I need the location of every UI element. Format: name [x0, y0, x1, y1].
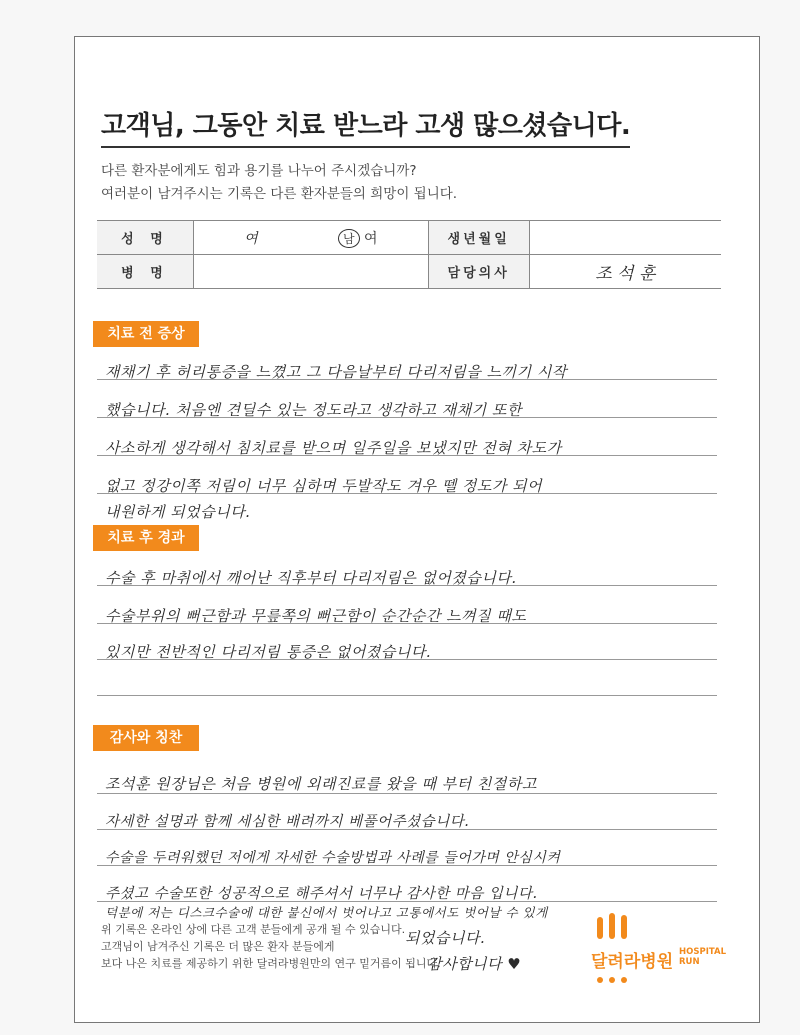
- thanks-line: 감사합니다 ♥: [427, 955, 522, 973]
- gender-female-option[interactable]: 여: [364, 230, 378, 247]
- gender-male-option[interactable]: 남: [338, 229, 360, 248]
- intro-line-1: 다른 환자분에게도 힘과 용기를 나누어 주시겠습니까?: [101, 163, 417, 179]
- after-line: 있지만 전반적인 다리저림 통증은 없어졌습니다.: [105, 643, 432, 661]
- before-line: 사소하게 생각해서 침치료를 받으며 일주일을 보냈지만 전혀 차도가: [105, 439, 562, 457]
- footer-note-2: 고객님이 남겨주신 기록은 더 많은 환자 분들에게: [101, 940, 335, 953]
- doctor-label: 담당의사: [428, 255, 529, 289]
- illness-field[interactable]: [194, 255, 429, 289]
- before-line: 재채기 후 허리통증을 느꼈고 그 다음날부터 다리저림을 느끼기 시작: [105, 363, 567, 381]
- logo-mark-icon: [597, 917, 603, 939]
- logo-name: 달려라병원: [591, 952, 674, 972]
- doctor-value: 조 석 훈: [595, 264, 656, 284]
- before-line: 했습니다. 처음엔 견딜수 있는 정도라고 생각하고 재채기 또한: [105, 401, 522, 419]
- footer-note-1: 위 기록은 온라인 상에 다른 고객 분들에게 공개 될 수 있습니다.: [101, 923, 406, 936]
- section-thanks-title: 감사와 칭찬: [93, 725, 199, 751]
- logo-dot-icon: [621, 977, 627, 983]
- thanks-line: 되었습니다.: [405, 929, 486, 947]
- after-line: 수술 후 마취에서 깨어난 직후부터 다리저림은 없어졌습니다.: [105, 569, 517, 587]
- name-label: 성 명: [97, 221, 194, 255]
- feedback-form: [74, 36, 760, 1023]
- thanks-line: 조석훈 원장님은 처음 병원에 외래진료를 왔을 때 부터 친절하고: [105, 775, 537, 793]
- doctor-field[interactable]: [529, 255, 721, 289]
- before-line: 없고 정강이쪽 저림이 너무 심하며 두발작도 겨우 뗄 정도가 되어: [105, 477, 543, 495]
- before-line: 내원하게 되었습니다.: [105, 503, 251, 521]
- logo-dot-icon: [609, 977, 615, 983]
- footer-note-3: 보다 나은 치료를 제공하기 위한 달려라병원만의 연구 밑거름이 됩니다.: [101, 957, 441, 970]
- logo-english-line-1: HOSPITAL: [679, 947, 726, 957]
- rule-line: [97, 695, 717, 696]
- logo-english: [679, 947, 726, 967]
- name-value: 여: [244, 230, 258, 247]
- thanks-line: 주셨고 수술또한 성공적으로 해주셔서 너무나 감사한 마음 입니다.: [105, 886, 538, 902]
- thanks-line: 수술을 두려워했던 저에게 자세한 수술방법과 사례를 들어가며 안심시켜: [105, 850, 561, 866]
- section-before-title: 치료 전 증상: [93, 321, 199, 347]
- illness-label: 병 명: [97, 255, 194, 289]
- hospital-logo: [591, 903, 731, 1013]
- thanks-line: 자세한 설명과 함께 세심한 배려까지 베풀어주셨습니다.: [105, 814, 470, 830]
- logo-dot-icon: [597, 977, 603, 983]
- logo-english-line-2: RUN: [679, 957, 700, 967]
- birth-label: 생년월일: [428, 221, 529, 255]
- name-field[interactable]: [194, 221, 429, 255]
- intro-line-2: 여러분이 남겨주시는 기록은 다른 환자분들의 희망이 됩니다.: [101, 186, 458, 202]
- page-title: 고객님, 그동안 치료 받느라 고생 많으셨습니다.: [101, 105, 630, 148]
- section-after-title: 치료 후 경과: [93, 525, 199, 551]
- logo-mark-icon: [609, 913, 615, 939]
- patient-info-table: [97, 220, 721, 289]
- thanks-line: 덕분에 저는 디스크수술에 대한 불신에서 벗어나고 고통에서도 벗어날 수 있게: [105, 905, 548, 920]
- logo-mark-icon: [621, 915, 627, 939]
- birth-field[interactable]: [529, 221, 721, 255]
- after-line: 수술부위의 뻐근함과 무릎쪽의 뻐근함이 순간순간 느껴질 때도: [105, 607, 527, 625]
